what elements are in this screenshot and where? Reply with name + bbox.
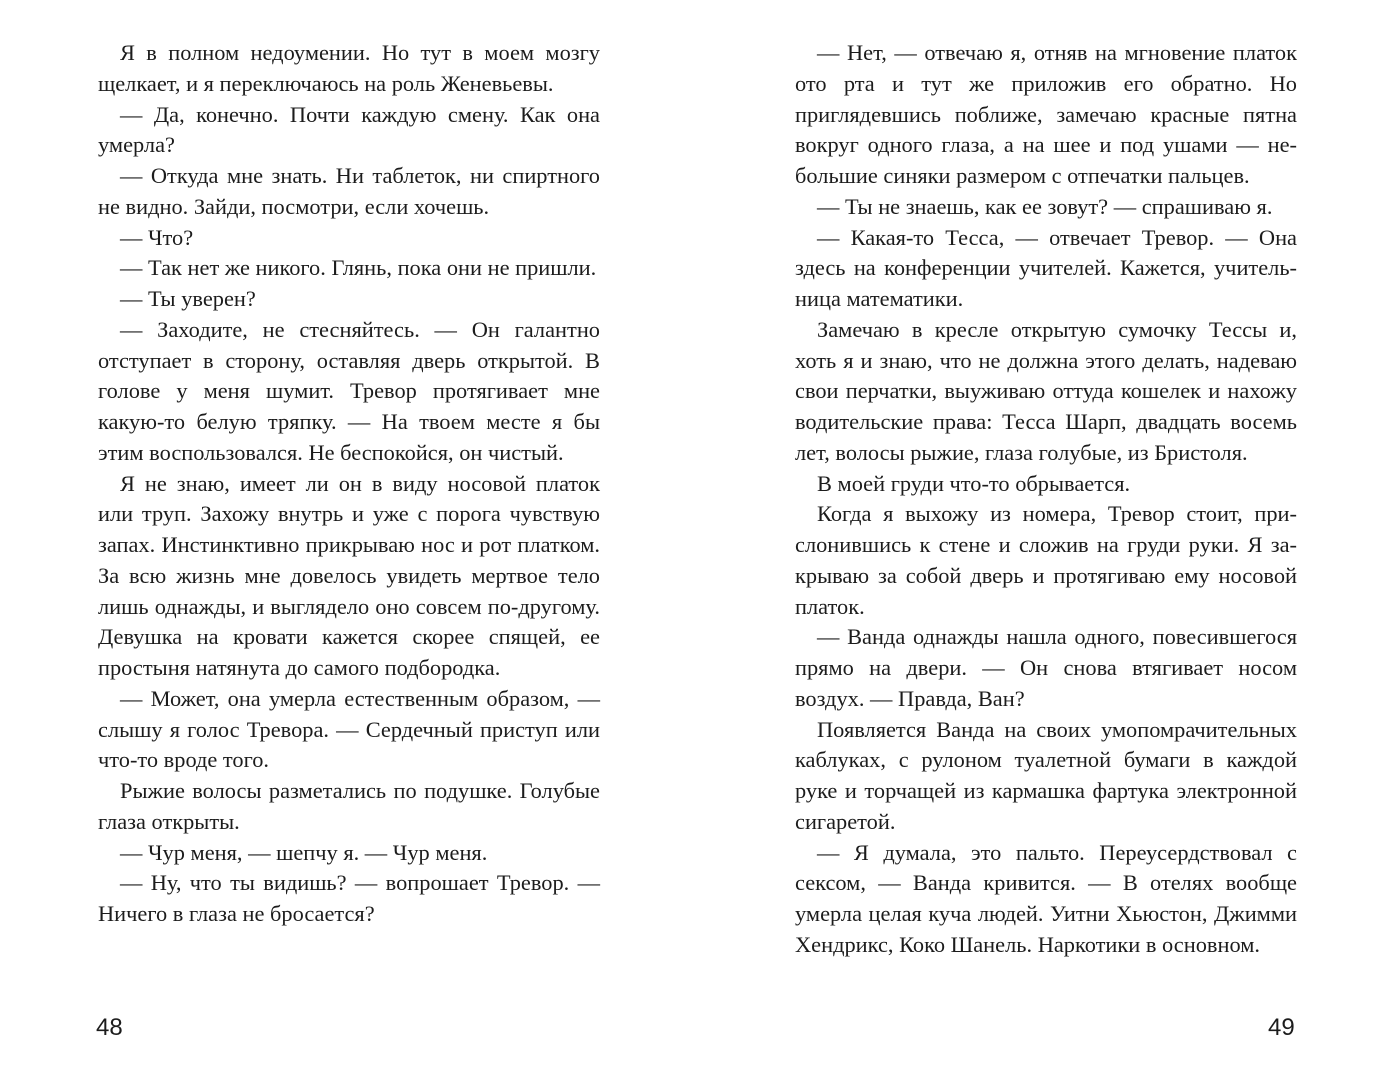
paragraph: — Так нет же никого. Глянь, пока они не пришли. [120,255,597,281]
paragraph: — Ты не знаешь, как ее зовут? — спрашиваю я. [817,193,1273,219]
paragraph: Я в полном недоумении. Но тут в моем мозгу щелкает, и я переключаюсь на роль Женевьевы. [98,40,600,96]
page-number: 49 [1268,1014,1295,1041]
paragraph: — Нет, — отвечаю я, отняв на мгновение платок ото рта и тут же приложив его обратно. Но приглядевшись поближе, замечаю красные пятна вокруг одного глаза, а на шее и под ушами — небольшие синяки размером с отпечатки пальцев. [795,40,1297,188]
paragraph: — Я думала, это пальто. Переусердствовал с сексом, — Ванда кривится. — В отелях вообще умерла целая куча людей. Уитни Хьюстон, Джимми Хендрикс, Коко Шанель. Наркотики в основном. [795,839,1297,957]
paragraph: Рыжие волосы разметались по подушке. Голубые глаза открыты. [98,778,600,834]
paragraph: — Ты уверен? [120,286,256,311]
paragraph: — Что? [120,224,194,250]
left-page-text [98,38,600,930]
paragraph: В моей груди что-то обрывается. [817,470,1131,496]
paragraph: Когда я выхожу из номера, Тревор стоит, прислонившись к стене и сложив на груди руки. Я закрываю за собой дверь и протягиваю ему носовой платок. [795,501,1297,619]
paragraph: — Заходите, не стесняйтесь. — Он галантно отступает в сторону, оставляя дверь открытой. В голове у меня шумит. Тревор протягивает мне какую-то белую тряпку. — На твоем месте я бы этим воспользовался. Не беспокойся, он чистый. [98,316,600,465]
paragraph: — Ну, что ты видишь? — вопрошает Тревор. — Ничего в глаза не бросается? [98,870,600,926]
paragraph: — Ванда однажды нашла одного, повесившегося прямо на двери. — Он снова втягивает носом воздух. — Правда, Ван? [795,624,1297,711]
paragraph: — Какая-то Тесса, — отвечает Тревор. — Она здесь на конференции учителей. Кажется, учительница математики. [795,224,1297,311]
paragraph: Замечаю в кресле открытую сумочку Тессы и, хоть я и знаю, что не должна этого делать, надеваю свои перчатки, выуживаю оттуда кошелек и нахожу водительские права: Тесса Шарп, двадцать восемь лет, волосы рыжие, глаза голубые, из Бристоля. [795,316,1297,465]
right-page-text [795,38,1297,961]
paragraph: Я не знаю, имеет ли он в виду носовой платок или труп. Захожу внутрь и уже с порога чувствую запах. Инстинктивно прикрываю нос и рот платком. За всю жизнь мне довелось увидеть мертвое тело лишь однажды, и выглядело оно совсем по-другому. Девушка на кровати кажется скорее спящей, ее простыня натянута до самого подбородка. [98,470,600,680]
left-page [0,0,695,1080]
paragraph: — Откуда мне знать. Ни таблеток, ни спиртного не видно. Зайди, посмотри, если хочешь. [98,163,600,219]
paragraph: — Да, конечно. Почти каждую смену. Как она умерла? [98,101,600,158]
paragraph: — Чур меня, — шепчу я. — Чур меня. [120,839,488,865]
page-number: 48 [96,1014,123,1041]
paragraph: — Может, она умерла естественным образом, — слышу я голос Тревора. — Сердечный приступ или что-то вроде того. [98,685,600,773]
right-page [695,0,1391,1080]
paragraph: Появляется Ванда на своих умопомрачительных каблуках, с рулоном туалетной бумаги в каждой руке и торчащей из кармашка фартука электронной сигаретой. [795,716,1297,834]
